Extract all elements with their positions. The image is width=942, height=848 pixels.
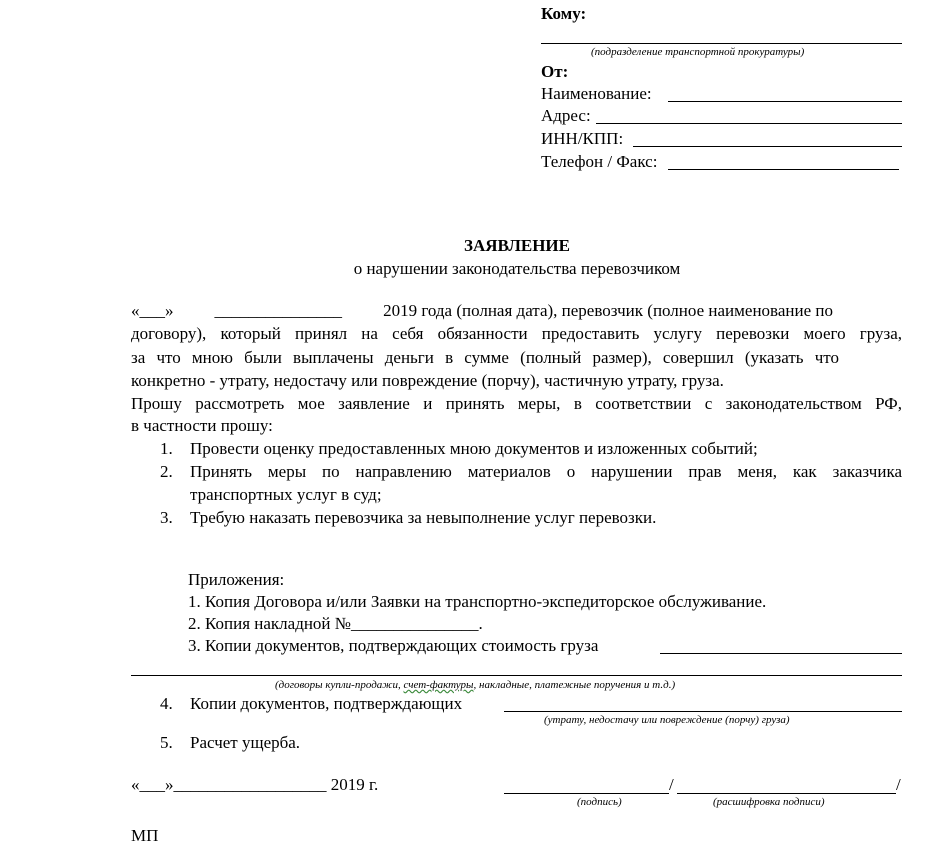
- body-line-5: Прошу рассмотреть мое заявление и принять меры, в соответствии с законодательством РФ,: [131, 394, 902, 413]
- request-text-3: Требую наказать перевозчика за невыполнение услуг перевозки.: [190, 508, 657, 527]
- attachment-item-4: [160, 694, 462, 714]
- document-title: ЗАЯВЛЕНИЕ: [463, 236, 570, 255]
- date-day-blank: «___»: [131, 301, 174, 320]
- signature-slash-1: /: [669, 775, 674, 794]
- request-item-3: [160, 508, 656, 528]
- decode-line: [677, 793, 896, 794]
- attachment-3-line-a: [660, 653, 902, 654]
- caption-part-b: счет-фактуры: [403, 679, 474, 691]
- attachments-heading: Приложения:: [188, 570, 285, 589]
- footer-year: 2019 г.: [330, 775, 379, 794]
- name-line: [668, 101, 902, 102]
- to-label: Кому:: [541, 4, 587, 23]
- decode-caption: (расшифровка подписи): [713, 796, 825, 808]
- body-line-3: за что мною были выплачены деньги в сумме (полный размер), совершил (указать что: [131, 348, 839, 367]
- footer-month-blank: __________________: [173, 775, 327, 794]
- attachment-item-3: 3. Копии документов, подтверждающих стоимость груза: [188, 636, 599, 655]
- to-line: [541, 43, 902, 44]
- request-num-3: 3.: [160, 508, 173, 527]
- request-text-2-cont: транспортных услуг в суд;: [190, 485, 382, 504]
- document-subtitle: о нарушении законодательства перевозчиком: [353, 259, 681, 278]
- phone-label: Телефон / Факс:: [541, 152, 658, 171]
- body-line-4: конкретно - утрату, недостачу или повреждение (порчу), частичную утрату, груза.: [131, 371, 724, 390]
- to-caption: (подразделение транспортной прокуратуры): [591, 46, 805, 58]
- request-text-2: Принять меры по направлению материалов о нарушении прав меня, как заказчика: [190, 462, 902, 481]
- attachment-num-4: 4.: [160, 694, 173, 713]
- request-item-2: [160, 462, 902, 482]
- body-line-1: [131, 301, 833, 321]
- attachment-text-4: Копии документов, подтверждающих: [190, 694, 463, 713]
- attachment-text-5: Расчет ущерба.: [190, 733, 301, 752]
- signature-line: [504, 793, 669, 794]
- attachment-item-2: 2. Копия накладной №_______________.: [188, 614, 483, 633]
- attachment-item-1: 1. Копия Договора и/или Заявки на транспортно-экспедиторское обслуживание.: [188, 592, 767, 611]
- signature-caption: (подпись): [577, 796, 622, 808]
- attachment-3-line-b: [131, 675, 902, 676]
- body-line-6: в частности прошу:: [131, 416, 273, 435]
- date-month-blank: _______________: [214, 301, 343, 320]
- attachment-3-caption: [275, 679, 675, 692]
- body-line-1-text: 2019 года (полная дата), перевозчик (полное наименование по: [383, 301, 833, 320]
- phone-line: [668, 169, 899, 170]
- attachment-num-5: 5.: [160, 733, 173, 752]
- name-label: Наименование:: [541, 84, 652, 103]
- inn-line: [633, 146, 902, 147]
- from-label: От:: [541, 62, 569, 81]
- footer-day-blank: «___»: [131, 775, 174, 794]
- signature-slash-2: /: [896, 775, 901, 794]
- request-num-2: 2.: [160, 462, 173, 481]
- stamp-label: МП: [131, 826, 159, 845]
- footer-date: [131, 775, 378, 795]
- attachment-item-5: [160, 733, 300, 753]
- address-line: [596, 123, 902, 124]
- request-text-1: Провести оценку предоставленных мною документов и изложенных событий;: [190, 439, 758, 458]
- body-line-2: договору), который принял на себя обязанности предоставить услугу перевозки моего груза,: [131, 324, 902, 343]
- caption-part-c: , накладные, платежные поручения и т.д.): [473, 679, 676, 691]
- caption-part-a: (договоры купли-продажи,: [275, 679, 401, 691]
- request-item-1: [160, 439, 758, 459]
- attachment-4-line: [504, 711, 902, 712]
- request-num-1: 1.: [160, 439, 173, 458]
- inn-label: ИНН/КПП:: [541, 129, 624, 148]
- address-label: Адрес:: [541, 106, 591, 125]
- attachment-4-caption: (утрату, недостачу или повреждение (порчу) груза): [544, 714, 790, 726]
